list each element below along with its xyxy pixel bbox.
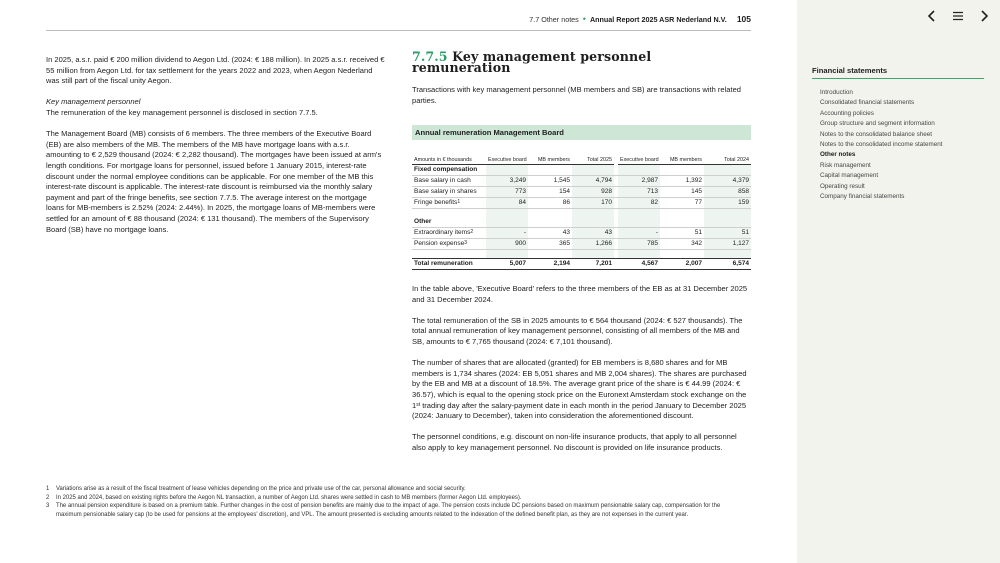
value-cell: 365 xyxy=(528,239,572,250)
dividend-paragraph: In 2025, a.s.r. paid € 200 million dividend to Aegon Ltd. (2024: € 188 million). In 2025 a.s.r. received € 55 million from Aegon Ltd. for tax settlement for the years 2022 and 2023, when Aegon Nederland was still part of the fiscal unity Aegon. xyxy=(46,55,385,86)
value-cell: 51 xyxy=(704,228,751,239)
sidebar-item-company-financial-statements[interactable]: Company financial statements xyxy=(820,193,905,201)
executive-board-note: In the table above, 'Executive Board' refers to the three members of the EB as at 31 December 2025 and 31 December 2024. xyxy=(412,284,748,304)
value-cell: 43 xyxy=(572,228,614,239)
sb-remuneration-paragraph: The total remuneration of the SB in 2025 amounts to € 564 thousand (2024: € 527 thousands). The total annual remuneration of key management personnel, consisting of all members of the MB and SB, amounts to € 7,765 thousand (2024: € 7,101 thousand). xyxy=(412,315,743,346)
right-column-lower xyxy=(412,284,752,464)
table-row xyxy=(412,228,751,239)
remuneration-reference-paragraph: The remuneration of the key management personnel is disclosed in section 7.7.5. xyxy=(46,107,318,117)
chevron-right-icon[interactable] xyxy=(977,9,990,22)
table-row xyxy=(412,187,751,198)
header-report-title: Annual Report 2025 ASR Nederland N.V. xyxy=(589,14,727,24)
sidebar-nav-list xyxy=(820,88,943,202)
header-eb-2025: Executive board xyxy=(486,147,528,165)
value-cell: 773 xyxy=(486,187,528,198)
value-cell: 4,379 xyxy=(704,176,751,187)
value-cell: 77 xyxy=(660,198,704,209)
sidebar-item-notes-to-the-consolidated-income-statement[interactable]: Notes to the consolidated income statement xyxy=(820,141,943,149)
shares-paragraph: The number of shares that are allocated (granted) for EB members is 8,680 shares and for MB members is 1,734 shares (2024: EB 5,051 shares and MB 2,004 shares). The shares are purchased by the EB and MB at a discount of 18.5%. The average grant price of the share is € 44.99 (2024: € 36.57), which is equal to the opening stock price on the Euronext Amsterdam stock exchange on the 1st trading day after the salary-payment date in each month in the period January to December 2025 (2024: January to December), taken into consideration the aforementioned discount. xyxy=(412,358,747,421)
value-cell: 713 xyxy=(618,187,660,198)
value-cell: 2,007 xyxy=(660,259,704,270)
value-cell: 145 xyxy=(660,187,704,198)
sidebar-item-other-notes[interactable]: Other notes xyxy=(820,151,856,159)
value-cell: 159 xyxy=(704,198,751,209)
row-label: Extraordinary items$^2$ xyxy=(412,228,486,239)
sidebar-item-notes-to-the-consolidated-balance-sheet[interactable]: Notes to the consolidated balance sheet xyxy=(820,130,933,138)
value-cell: 2,194 xyxy=(528,259,572,270)
value-cell: 785 xyxy=(618,239,660,250)
page-number: 105 xyxy=(736,14,751,24)
intro-paragraph: Transactions with key management personnel (MB members and SB) are transactions with related parties. xyxy=(412,85,741,105)
table-group-row xyxy=(412,165,751,176)
table-row xyxy=(412,176,751,187)
value-cell: 1,545 xyxy=(528,176,572,187)
value-cell: 43 xyxy=(528,228,572,239)
personnel-conditions-paragraph: The personnel conditions, e.g. discount on non-life insurance products, that apply to all personnel also apply to key management personnel. No discount is provided on life insurance products. xyxy=(412,432,737,452)
header-mb-2024: MB members xyxy=(660,147,704,165)
navigation-sidebar xyxy=(797,0,1000,563)
value-cell: 4,794 xyxy=(572,176,614,187)
row-label: Base salary in cash xyxy=(412,176,486,187)
table-header-row xyxy=(412,147,751,165)
footnote: 3 The annual pension expenditure is based on a premium table. Further changes in the cost of pension benefits are mainly due to the impact of age. The pension costs include DC pensions based on maximum pensionable salary cap, compensation for the maximum pensionable salary cap (to be used for pensions at the employees' discretion), and VPL. The amount presented is excluding amounts related to the indexation of the defined benefit plan, as they are not expenses in the current year. xyxy=(46,503,721,518)
subheading-key-management: Key management personnel xyxy=(46,97,141,107)
remuneration-table xyxy=(412,125,751,270)
left-column xyxy=(46,55,386,246)
value-cell: 342 xyxy=(660,239,704,250)
header-rule xyxy=(46,30,751,31)
table-title: Annual remuneration Management Board xyxy=(412,125,751,140)
row-label: Base salary in shares xyxy=(412,187,486,198)
menu-icon[interactable] xyxy=(951,9,964,22)
header-amounts: Amounts in € thousands xyxy=(412,147,486,165)
header-total-2025: Total 2025 xyxy=(572,147,614,165)
row-label: Pension expense$^3$ xyxy=(412,239,486,250)
right-column xyxy=(412,49,752,117)
table-row xyxy=(412,239,751,250)
value-cell: 154 xyxy=(528,187,572,198)
value-cell: 51 xyxy=(660,228,704,239)
header-dot-separator: • xyxy=(582,13,586,24)
navigation-buttons xyxy=(925,9,990,22)
group-fixed-compensation: Fixed compensation xyxy=(412,165,486,176)
running-header xyxy=(529,14,751,24)
group-other: Other xyxy=(412,217,486,228)
value-cell: 4,567 xyxy=(618,259,660,270)
total-label: Total remuneration xyxy=(412,259,486,270)
chevron-left-icon[interactable] xyxy=(925,9,938,22)
value-cell: - xyxy=(618,228,660,239)
value-cell: 5,007 xyxy=(486,259,528,270)
sidebar-title: Financial statements xyxy=(812,66,984,79)
value-cell: - xyxy=(486,228,528,239)
value-cell: 900 xyxy=(486,239,528,250)
section-title-text: Key management personnel remuneration xyxy=(412,49,652,75)
management-board-paragraph: The Management Board (MB) consists of 6 members. The three members of the Executive Board (EB) are also members of the MB. The members of the MB have mortgage loans with a.s.r. amounting to € 2,529 thousand (2024: € 2,282 thousand). The mortgages have been issued at arm's length conditions. For mortgage loans for personnel, issued before 1 January 2015, interest-rate discount under the normal employee conditions can be applicable. For one member of the MB this interest-rate discount is applicable. The interest-rate discount is reimbursed via the monthly salary payment and part of the fringe benefits, see section 7.7.5. The average interest on the mortgage loans for MB-members is 2.52% (2024: 2.44%). In 2025, the mortgage loans of MB-members were settled for an amount of € 88 thousand (2024: € 131 thousand). The members of the Supervisory Board (SB) have no mortgage loans. xyxy=(46,129,382,234)
header-mb-2025: MB members xyxy=(528,147,572,165)
footnote: 2 In 2025 and 2024, based on existing rights before the Aegon NL transaction, a number of Aegon Ltd. shares were settled in cash to MB members (former Aegon Ltd. employees). xyxy=(46,494,522,501)
sidebar-item-accounting-policies[interactable]: Accounting policies xyxy=(820,109,874,117)
sidebar-item-introduction[interactable]: Introduction xyxy=(820,89,853,96)
value-cell: 3,249 xyxy=(486,176,528,187)
table-group-row xyxy=(412,217,751,228)
value-cell: 858 xyxy=(704,187,751,198)
value-cell: 84 xyxy=(486,198,528,209)
sidebar-item-risk-management[interactable]: Risk management xyxy=(820,161,871,169)
remuneration-grid xyxy=(412,147,751,270)
value-cell: 1,392 xyxy=(660,176,704,187)
value-cell: 1,127 xyxy=(704,239,751,250)
header-eb-2024: Executive board xyxy=(618,147,660,165)
footnotes xyxy=(46,485,746,519)
value-cell: 1,266 xyxy=(572,239,614,250)
value-cell: 86 xyxy=(528,198,572,209)
table-spacer-row xyxy=(412,209,751,218)
sidebar-item-operating-result[interactable]: Operating result xyxy=(820,182,865,190)
table-total-row xyxy=(412,259,751,270)
value-cell: 82 xyxy=(618,198,660,209)
sidebar-item-capital-management[interactable]: Capital management xyxy=(820,172,879,180)
value-cell: 6,574 xyxy=(704,259,751,270)
sidebar-item-group-structure-and-segment-information[interactable]: Group structure and segment information xyxy=(820,120,935,128)
header-total-2024: Total 2024 xyxy=(704,147,751,165)
value-cell: 2,987 xyxy=(618,176,660,187)
section-number: 7.7.5 xyxy=(412,49,448,64)
row-label: Fringe benefits$^1$ xyxy=(412,198,486,209)
table-spacer-row xyxy=(412,250,751,259)
sidebar-item-consolidated-financial-statements[interactable]: Consolidated financial statements xyxy=(820,99,915,107)
header-section: 7.7 Other notes xyxy=(529,14,579,24)
value-cell: 170 xyxy=(572,198,614,209)
value-cell: 7,201 xyxy=(572,259,614,270)
section-title xyxy=(412,49,752,75)
footnote: 1 Variations arise as a result of the fiscal treatment of lease vehicles depending on the price and private use of the car, personal allowance and social security. xyxy=(46,486,466,492)
value-cell: 928 xyxy=(572,187,614,198)
table-row xyxy=(412,198,751,209)
